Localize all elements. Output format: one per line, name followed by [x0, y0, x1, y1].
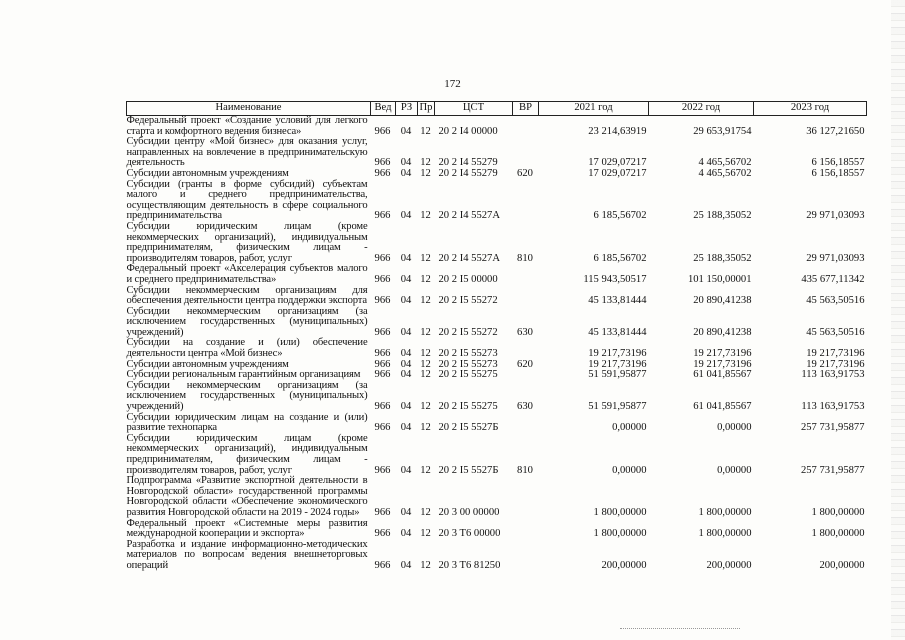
- row-vr: [513, 370, 539, 381]
- row-vr: [513, 519, 539, 540]
- row-ved: 966: [374, 157, 391, 169]
- table-row: [127, 222, 867, 264]
- row-ved: 966: [374, 358, 391, 370]
- row-amount-2022: 61 041,85567: [693, 401, 752, 413]
- table-row: [127, 137, 867, 169]
- row-amount-2021: 6 185,56702: [593, 210, 647, 222]
- row-amount-2021: 6 185,56702: [593, 252, 647, 264]
- row-rz: 04: [400, 167, 412, 179]
- row-name: Субсидии некоммерческим организациям (за исключением государственных (муниципальных) учреждений): [126, 305, 368, 338]
- row-amount-2021: 19 217,73196: [588, 358, 647, 370]
- row-amount-2021: 0,00000: [612, 422, 647, 434]
- row-pr: 12: [420, 273, 431, 285]
- row-ved: 966: [374, 464, 391, 476]
- row-vr: [513, 137, 539, 169]
- row-pr: 12: [420, 369, 431, 381]
- row-amount-2022: 19 217,73196: [693, 358, 752, 370]
- column-header-ved: Вед: [371, 102, 396, 116]
- row-cst: 20 2 I5 55273: [438, 348, 498, 360]
- row-rz: 04: [400, 506, 412, 518]
- row-name: Субсидии региональным гарантийным организациям: [126, 369, 361, 381]
- row-amount-2023: 1 800,00000: [811, 506, 865, 518]
- row-vr: [513, 180, 539, 222]
- row-rz: 04: [400, 369, 412, 381]
- row-pr: 12: [420, 528, 431, 540]
- row-rz: 04: [400, 358, 412, 370]
- row-rz: 04: [400, 528, 412, 540]
- row-pr: 12: [420, 295, 431, 307]
- table-row: [127, 519, 867, 540]
- row-pr: 12: [420, 252, 431, 264]
- row-vr: [513, 338, 539, 359]
- table-row: [127, 264, 867, 285]
- row-amount-2021: 17 029,07217: [588, 157, 647, 169]
- row-rz: 04: [400, 295, 412, 307]
- row-amount-2021: 1 800,00000: [593, 506, 647, 518]
- row-rz: 04: [400, 273, 412, 285]
- row-cst: 20 2 I4 5527A: [438, 210, 500, 222]
- row-pr: 12: [420, 348, 431, 360]
- row-name: Субсидии некоммерческим организациям для обеспечения деятельности центра поддержки экспорта: [126, 284, 368, 307]
- row-amount-2023: 257 731,95877: [800, 422, 865, 434]
- row-cst: 20 2 I4 55279: [438, 157, 498, 169]
- row-cst: 20 2 I4 55279: [438, 167, 498, 179]
- row-pr: 12: [420, 125, 431, 137]
- column-header-cst: ЦСТ: [435, 102, 513, 116]
- row-amount-2021: 200,00000: [601, 559, 647, 571]
- row-name: Субсидии юридическим лицам (кроме некоммерческих организаций), индивидуальным предпринимателям, физическим лицам - производителям товаров, работ, услуг: [126, 220, 368, 264]
- row-vr: [513, 413, 539, 434]
- row-vr: [513, 540, 539, 572]
- row-ved: 966: [374, 326, 391, 338]
- row-ved: 966: [374, 369, 391, 381]
- row-rz: 04: [400, 348, 412, 360]
- column-header-2023: 2023 год: [754, 102, 867, 116]
- row-pr: 12: [420, 559, 431, 571]
- row-amount-2022: 25 188,35052: [693, 252, 752, 264]
- row-amount-2021: 51 591,95877: [588, 369, 647, 381]
- row-amount-2021: 1 800,00000: [593, 528, 647, 540]
- row-name: Федеральный проект «Создание условий для легкого старта и комфортного ведения бизнеса»: [126, 115, 368, 137]
- row-ved: 966: [374, 210, 391, 222]
- column-header-vr: ВР: [513, 102, 539, 116]
- row-amount-2021: 45 133,81444: [588, 326, 647, 338]
- table-body: [127, 116, 867, 572]
- row-cst: 20 2 I5 55275: [438, 369, 498, 381]
- row-amount-2023: 113 163,91753: [801, 401, 865, 413]
- column-header-rz: РЗ: [396, 102, 418, 116]
- row-amount-2022: 20 890,41238: [693, 295, 752, 307]
- row-pr: 12: [420, 326, 431, 338]
- row-name: Субсидии (гранты в форме субсидий) субъектам малого и среднего предпринимательства, осуществляющим деятельность в сфере социального предпринимательства: [126, 178, 368, 222]
- row-name: Подпрограмма «Развитие экспортной деятельности в Новгородской области» государственной программы Новгородской области «Обеспечение экономического развития Новгородской области на 2019 - 2024 годы»: [126, 475, 368, 518]
- row-amount-2023: 435 677,11342: [801, 273, 865, 285]
- row-cst: 20 2 I5 5527Б: [438, 464, 499, 476]
- row-ved: 966: [374, 273, 391, 285]
- row-cst: 20 2 I5 5527Б: [438, 422, 499, 434]
- row-amount-2023: 257 731,95877: [800, 464, 865, 476]
- row-ved: 966: [374, 401, 391, 413]
- row-name: Федеральный проект «Акселерация субъектов малого и среднего предпринимательства»: [126, 263, 368, 285]
- table-row: [127, 307, 867, 339]
- row-vr: 630: [517, 401, 533, 413]
- row-amount-2023: 6 156,18557: [811, 157, 865, 169]
- row-ved: 966: [374, 125, 391, 137]
- budget-table: [126, 101, 867, 572]
- row-amount-2022: 1 800,00000: [698, 506, 752, 518]
- row-name: Субсидии автономным учреждениям: [126, 167, 289, 179]
- row-vr: 620: [517, 358, 533, 370]
- row-amount-2021: 23 214,63919: [588, 125, 647, 137]
- column-header-pr: Пр: [418, 102, 435, 116]
- row-amount-2022: 200,00000: [706, 559, 752, 571]
- row-ved: 966: [374, 295, 391, 307]
- row-amount-2023: 36 127,21650: [806, 125, 865, 137]
- table-row: [127, 540, 867, 572]
- row-rz: 04: [400, 252, 412, 264]
- row-cst: 20 2 I4 00000: [438, 125, 498, 137]
- row-amount-2023: 19 217,73196: [806, 348, 865, 360]
- row-ved: 966: [374, 528, 391, 540]
- row-pr: 12: [420, 157, 431, 169]
- row-pr: 12: [420, 210, 431, 222]
- row-cst: 20 3 00 00000: [438, 506, 500, 518]
- column-header-name: Наименование: [127, 102, 371, 116]
- row-amount-2021: 115 943,50517: [583, 273, 647, 285]
- row-amount-2023: 6 156,18557: [811, 167, 865, 179]
- row-amount-2023: 19 217,73196: [806, 358, 865, 370]
- row-amount-2022: 0,00000: [717, 422, 752, 434]
- row-vr: 630: [517, 326, 533, 338]
- row-amount-2023: 113 163,91753: [801, 369, 865, 381]
- row-cst: 20 2 I5 00000: [438, 273, 498, 285]
- row-amount-2022: 61 041,85567: [693, 369, 752, 381]
- row-amount-2022: 29 653,91754: [693, 125, 752, 137]
- row-name: Субсидии на создание и (или) обеспечение деятельности центра «Мой бизнес»: [126, 337, 368, 360]
- row-name: Федеральный проект «Системные меры развития международной кооперации и экспорта»: [126, 517, 368, 540]
- row-amount-2023: 1 800,00000: [811, 528, 865, 540]
- row-name: Субсидии юридическим лицам (кроме некоммерческих организаций), индивидуальным предпринимателям, физическим лицам - производителям товаров, работ, услуг: [126, 432, 368, 476]
- row-amount-2022: 101 150,00001: [687, 273, 752, 285]
- table-row: [127, 381, 867, 413]
- row-cst: 20 2 I4 5527A: [438, 252, 500, 264]
- row-pr: 12: [420, 167, 431, 179]
- table-row: [127, 116, 867, 138]
- table-row: [127, 180, 867, 222]
- row-name: Субсидии юридическим лицам на создание и (или) развитие технопарка: [126, 411, 368, 434]
- table-row: [127, 434, 867, 476]
- row-amount-2022: 25 188,35052: [693, 210, 752, 222]
- row-ved: 966: [374, 167, 391, 179]
- row-rz: 04: [400, 401, 412, 413]
- row-cst: 20 2 I5 55272: [438, 326, 498, 338]
- row-ved: 966: [374, 422, 391, 434]
- row-amount-2023: 45 563,50516: [806, 326, 865, 338]
- row-cst: 20 2 I5 55273: [438, 358, 498, 370]
- row-ved: 966: [374, 252, 391, 264]
- row-vr: 810: [517, 252, 533, 264]
- table-row: [127, 338, 867, 359]
- row-pr: 12: [420, 464, 431, 476]
- row-vr: [513, 286, 539, 307]
- row-amount-2022: 4 465,56702: [698, 167, 752, 179]
- column-header-2021: 2021 год: [539, 102, 649, 116]
- row-amount-2022: 4 465,56702: [698, 157, 752, 169]
- row-name: Субсидии автономным учреждениям: [126, 358, 289, 370]
- scan-edge-artifact: [891, 0, 905, 640]
- row-vr: 810: [517, 464, 533, 476]
- row-ved: 966: [374, 559, 391, 571]
- row-pr: 12: [420, 401, 431, 413]
- row-ved: 966: [374, 506, 391, 518]
- table-row: [127, 286, 867, 307]
- row-amount-2021: 17 029,07217: [588, 167, 647, 179]
- row-cst: 20 3 T6 00000: [438, 528, 501, 540]
- column-header-2022: 2022 год: [649, 102, 754, 116]
- table-row: [127, 413, 867, 434]
- row-amount-2022: 19 217,73196: [693, 348, 752, 360]
- header-row: [127, 102, 867, 116]
- row-amount-2023: 29 971,03093: [806, 252, 865, 264]
- row-name: Субсидии центру «Мой бизнес» для оказания услуг, направленных на вовлечение в предпринимательскую деятельность: [126, 136, 368, 169]
- table-row: [127, 476, 867, 518]
- row-pr: 12: [420, 358, 431, 370]
- row-amount-2023: 45 563,50516: [806, 295, 865, 307]
- row-amount-2022: 1 800,00000: [698, 528, 752, 540]
- row-vr: [513, 116, 539, 138]
- row-pr: 12: [420, 422, 431, 434]
- row-ved: 966: [374, 348, 391, 360]
- row-amount-2021: 19 217,73196: [588, 348, 647, 360]
- row-amount-2022: 0,00000: [717, 464, 752, 476]
- scan-mark: [620, 628, 740, 631]
- table-row: [127, 169, 867, 180]
- row-rz: 04: [400, 157, 412, 169]
- row-pr: 12: [420, 506, 431, 518]
- row-cst: 20 2 I5 55272: [438, 295, 498, 307]
- row-cst: 20 2 I5 55275: [438, 401, 498, 413]
- row-amount-2021: 51 591,95877: [588, 401, 647, 413]
- row-amount-2021: 45 133,81444: [588, 295, 647, 307]
- row-vr: [513, 264, 539, 285]
- row-rz: 04: [400, 559, 412, 571]
- row-rz: 04: [400, 464, 412, 476]
- row-amount-2022: 20 890,41238: [693, 326, 752, 338]
- page-number: 172: [444, 78, 461, 90]
- row-rz: 04: [400, 422, 412, 434]
- row-vr: 620: [517, 167, 533, 179]
- row-cst: 20 3 T6 81250: [438, 559, 501, 571]
- row-amount-2021: 0,00000: [612, 464, 647, 476]
- row-rz: 04: [400, 210, 412, 222]
- row-amount-2023: 29 971,03093: [806, 210, 865, 222]
- row-rz: 04: [400, 326, 412, 338]
- row-rz: 04: [400, 125, 412, 137]
- row-name: Субсидии некоммерческим организациям (за исключением государственных (муниципальных) учреждений): [126, 379, 368, 413]
- row-amount-2023: 200,00000: [819, 559, 865, 571]
- row-vr: [513, 476, 539, 518]
- row-name: Разработка и издание информационно-методических материалов по вопросам ведения внешнеторговых операций: [126, 538, 368, 571]
